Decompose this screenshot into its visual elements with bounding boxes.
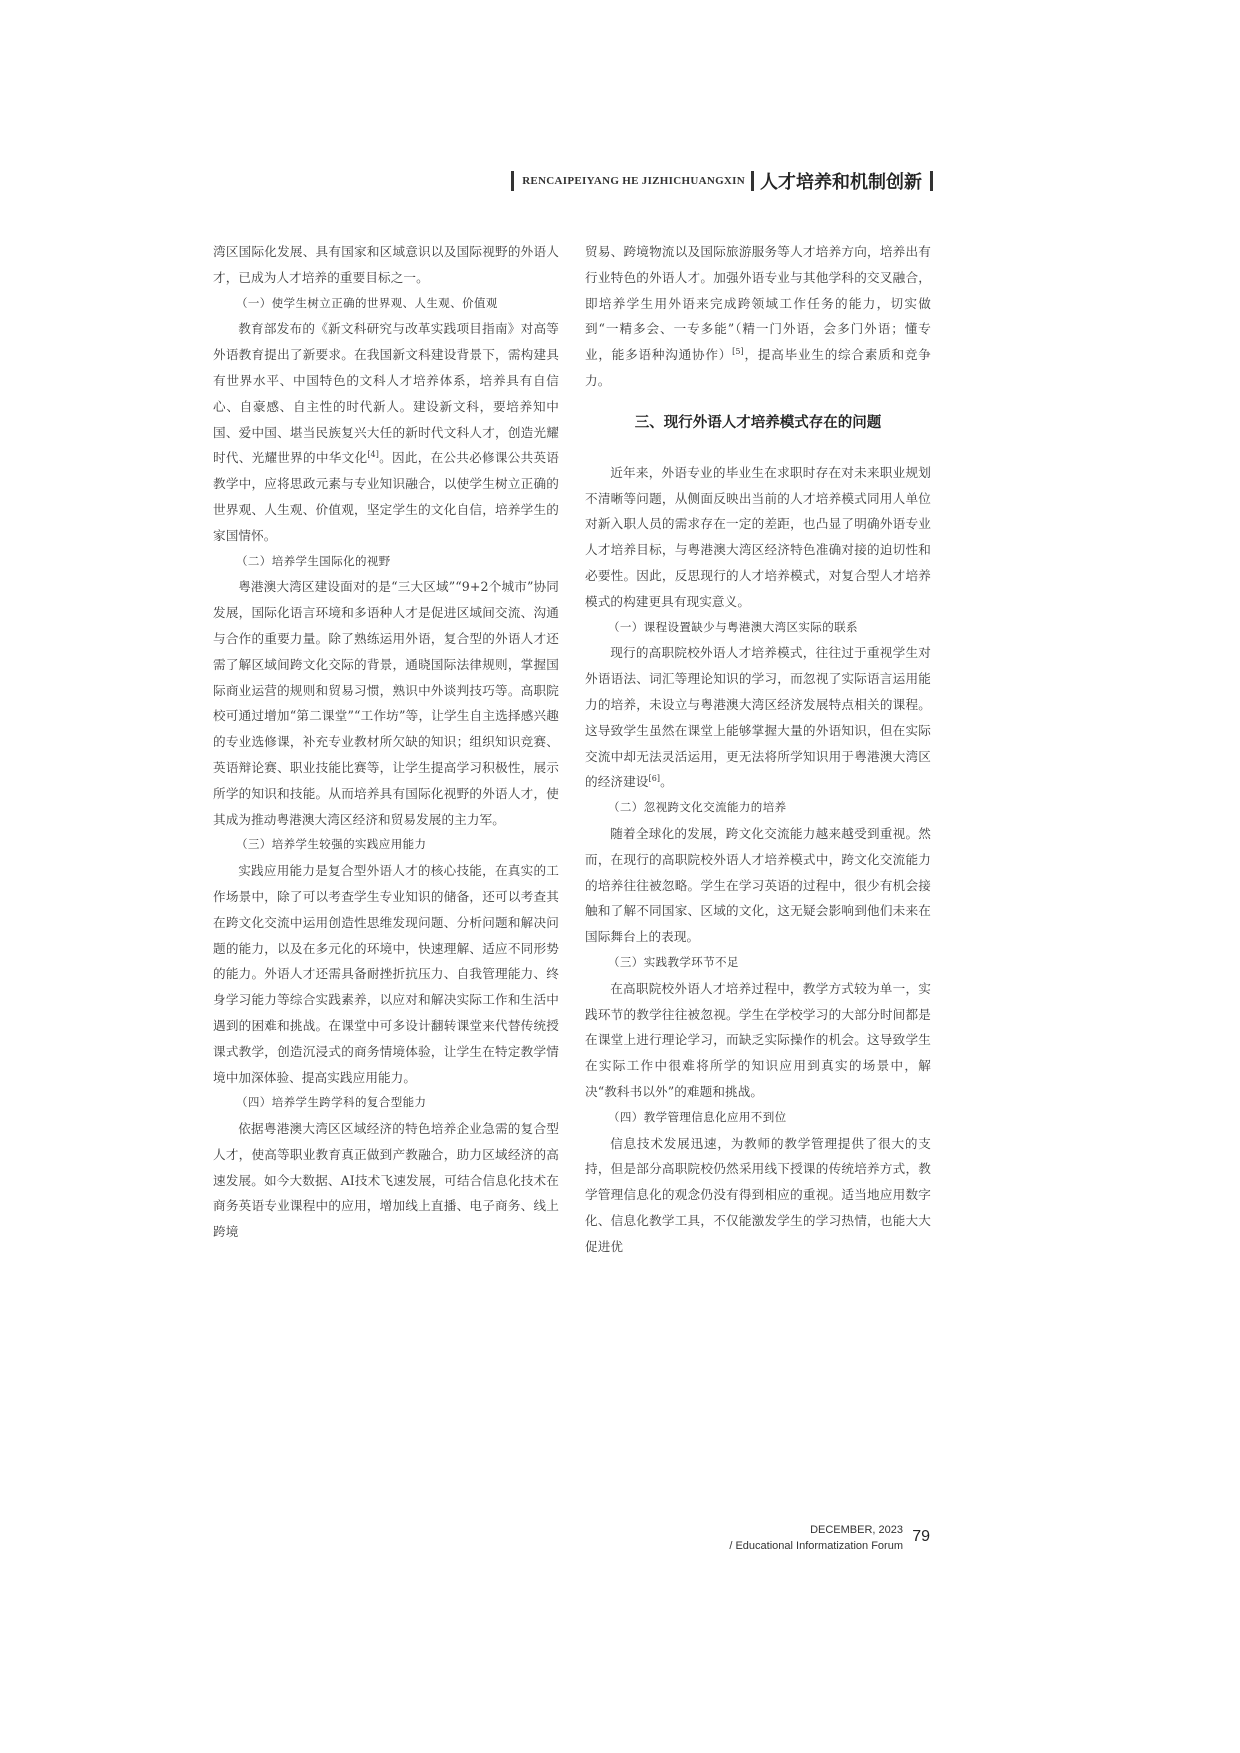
- header-bar-right: [930, 171, 933, 191]
- subheading: （二）忽视跨文化交流能力的培养: [608, 800, 787, 815]
- footer-date: DECEMBER, 2023: [810, 1524, 903, 1536]
- paragraph: 近年来，外语专业的毕业生在求职时存在对未来职业规划不清晰等问题，从侧面反映出当前的人才培养模式同用人单位对新入职人员的需求存在一定的差距，也凸显了明确外语专业人才培养目标，与粤港澳大湾区经济特色准确对接的迫切性和必要性。因此，反思现行的人才培养模式，对复合型人才培养模式的构建更具有现实意义。: [585, 464, 931, 609]
- subheading: （三）培养学生较强的实践应用能力: [236, 837, 427, 852]
- paragraph: 现行的高职院校外语人才培养模式，往往过于重视学生对外语语法、词汇等理论知识的学习，而忽视了实际语言运用能力的培养，未设立与粤港澳大湾区经济发展特点相关的课程。这导致学生虽然在课堂上能够掌握大量的外语知识，但在实际交流中却无法灵活运用，更无法将所学知识用于粤港澳大湾区的经济建设[6]。: [585, 645, 931, 790]
- section-heading: 三、现行外语人才培养模式存在的问题: [634, 414, 882, 431]
- citation: [5]: [732, 347, 744, 356]
- footer-journal: / Educational Informatization Forum: [729, 1540, 903, 1552]
- paragraph: 依据粤港澳大湾区区域经济的特色培养企业急需的复合型人才，使高等职业教育真正做到产教融合，助力区域经济的高速发展。如今大数据、AI技术飞速发展，可结合信息化技术在商务英语专业课程中的应用，增加线上直播、电子商务、线上跨境: [213, 1121, 559, 1240]
- running-header: [511, 168, 933, 194]
- subheading: （一）使学生树立正确的世界观、人生观、价值观: [236, 295, 498, 310]
- paragraph: 随着全球化的发展，跨文化交流能力越来越受到重视。然而，在现行的高职院校外语人才培养模式中，跨文化交流能力的培养往往被忽略。学生在学习英语的过程中，很少有机会接触和了解不同国家、区域的文化，这无疑会影响到他们未来在国际舞台上的表现。: [585, 825, 931, 945]
- subheading: （二）培养学生国际化的视野: [236, 553, 391, 568]
- subheading: （四）培养学生跨学科的复合型能力: [236, 1095, 427, 1110]
- subheading: （三）实践教学环节不足: [608, 954, 739, 969]
- right-column: [585, 239, 931, 1259]
- header-bar-mid: [751, 171, 754, 191]
- citation: [6]: [648, 774, 661, 784]
- header-bar-left: [511, 171, 514, 191]
- subheading: （四）教学管理信息化应用不到位: [608, 1109, 787, 1124]
- page-number: 79: [912, 1528, 930, 1545]
- header-latin: RENCAIPEIYANG HE JIZHICHUANGXIN: [522, 175, 745, 187]
- left-column: [213, 239, 559, 1245]
- paragraph: 信息技术发展迅速，为教师的教学管理提供了很大的支持，但是部分高职院校仍然采用线下授课的传统培养方式，教学管理信息化的观念仍没有得到相应的重视。适当地应用数字化、信息化教学工具，不仅能激发学生的学习热情，也能大大促进优: [585, 1135, 931, 1254]
- paragraph: 湾区国际化发展、具有国家和区域意识以及国际视野的外语人才，已成为人才培养的重要目标之一。: [213, 244, 559, 285]
- paragraph: 教育部发布的《新文科研究与改革实践项目指南》对高等外语教育提出了新要求。在我国新文科建设背景下，需构建具有世界水平、中国特色的文科人才培养体系，培养具有自信心、自豪感、自主性的时代新人。建设新文科，要培养知中国、爱中国、堪当民族复兴大任的新时代文科人才，创造光耀时代、光耀世界的中华文化[4]。因此，在公共必修课公共英语教学中，应将思政元素与专业知识融合，以使学生树立正确的世界观、人生观、价值观，坚定学生的文化自信，培养学生的家国情怀。: [213, 321, 560, 543]
- paragraph: 粤港澳大湾区建设面对的是“三大区域”“9+2个城市”协同发展，国际化语言环境和多语种人才是促进区域间交流、沟通与合作的重要力量。除了熟练运用外语，复合型的外语人才还需了解区域间跨文化交际的背景，通晓国际法律规则，掌握国际商业运营的规则和贸易习惯，熟识中外谈判技巧等。高职院校可通过增加“第二课堂”“工作坊”等，让学生自主选择感兴趣的专业选修课，补充专业教材所欠缺的知识；组织知识竞赛、英语辩论赛、职业技能比赛等，让学生提高学习积极性，展示所学的知识和技能。从而培养具有国际化视野的外语人才，使其成为推动粤港澳大湾区经济和贸易发展的主力军。: [213, 579, 559, 827]
- paragraph: 实践应用能力是复合型外语人才的核心技能，在真实的工作场景中，除了可以考查学生专业知识的储备，还可以考查其在跨文化交流中运用创造性思维发现问题、分析问题和解决问题的能力，以及在多元化的环境中，快速理解、适应不同形势的能力。外语人才还需具备耐挫折抗压力、自我管理能力、终身学习能力等综合实践素养，以应对和解决实际工作和生活中遇到的困难和挑战。在课堂中可多设计翻转课堂来代替传统授课式教学，创造沉浸式的商务情境体验，让学生在特定教学情境中加深体验、提高实践应用能力。: [213, 863, 559, 1085]
- subheading: （一）课程设置缺少与粤港澳大湾区实际的联系: [608, 619, 858, 634]
- citation: [4]: [367, 450, 379, 460]
- paragraph: 贸易、跨境物流以及国际旅游服务等人才培养方向，培养出有行业特色的外语人才。加强外语专业与其他学科的交叉融合，即培养学生用外语来完成跨领域工作任务的能力，切实做到“一精多会、一专多能”（精一门外语，会多门外语；懂专业，能多语种沟通协作）[5]，提高毕业生的综合素质和竞争力。: [585, 244, 931, 388]
- page-footer: [660, 1524, 930, 1574]
- header-chinese: 人才培养和机制创新: [760, 172, 922, 193]
- paragraph: 在高职院校外语人才培养过程中，教学方式较为单一，实践环节的教学往往被忽视。学生在学校学习的大部分时间都是在课堂上进行理论学习，而缺乏实际操作的机会。这导致学生在实际工作中很难将所学的知识应用到真实的场景中，解决“教科书以外”的难题和挑战。: [585, 980, 931, 1099]
